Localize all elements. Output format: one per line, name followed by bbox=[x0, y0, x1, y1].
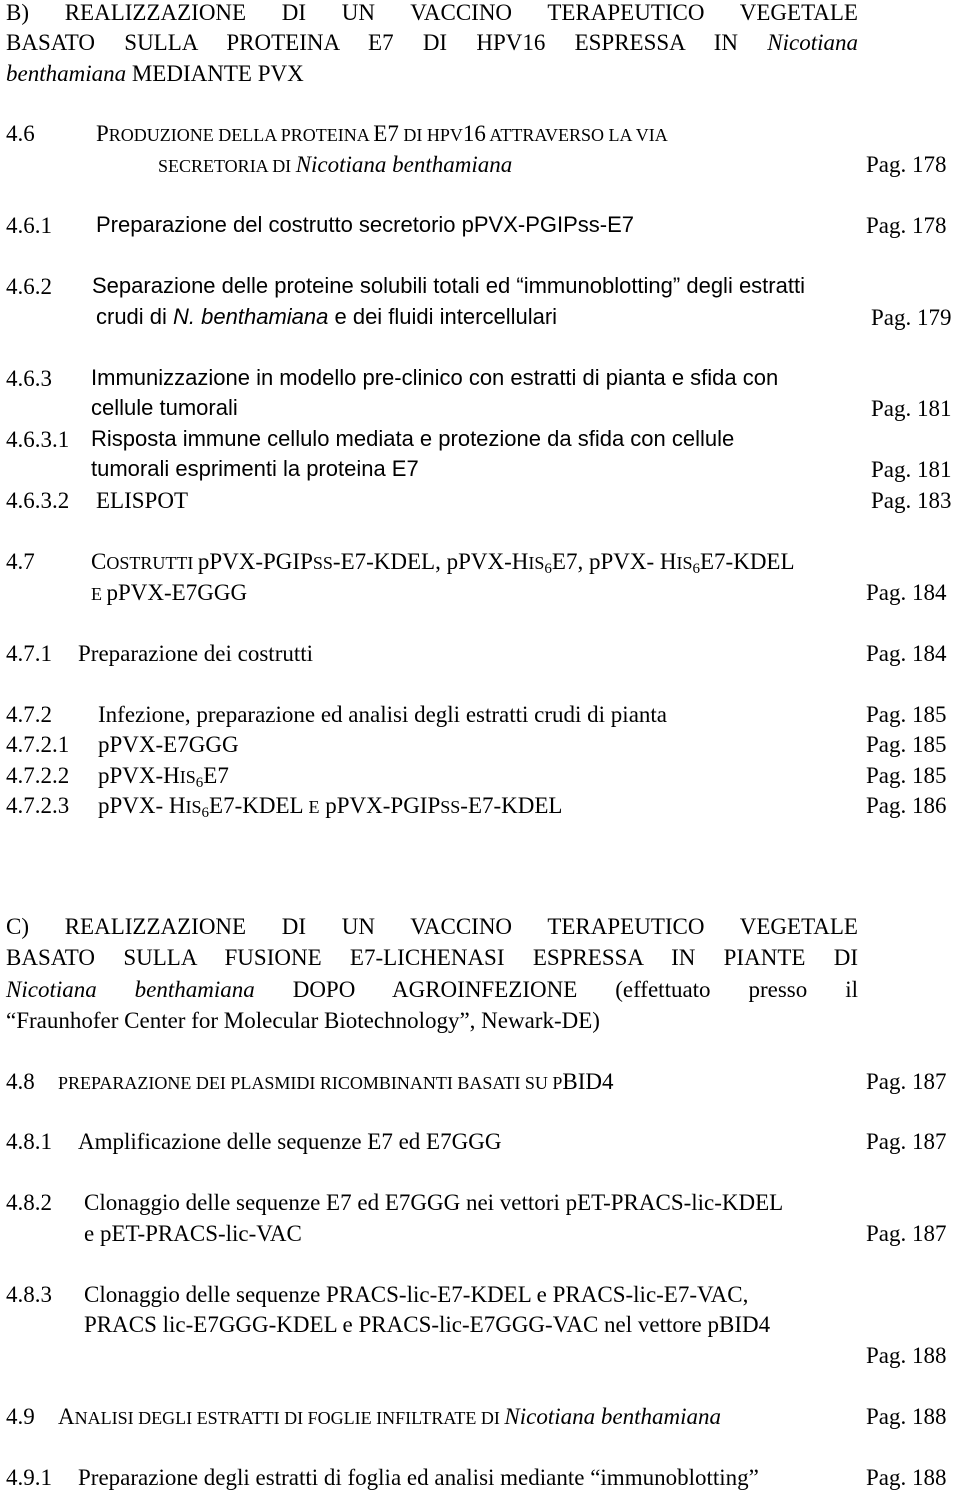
section-b-heading-line-2: BASATO SULLA PROTEINA E7 DI HPV16 ESPRESSA IN Nicotiana bbox=[6, 30, 858, 55]
toc-number-4-8-3: 4.8.3 bbox=[6, 1282, 52, 1307]
toc-number-4-6-3-1: 4.6.3.1 bbox=[6, 427, 70, 452]
toc-title-4-6-3-1-cont: tumorali esprimenti la proteina E7 bbox=[91, 456, 419, 481]
toc-title-4-6-1: Preparazione del costrutto secretorio pPVX-PGIPss-E7 bbox=[96, 212, 635, 237]
toc-number-4-6-2: 4.6.2 bbox=[6, 274, 52, 299]
toc-number-4-9: 4.9 bbox=[6, 1404, 35, 1429]
toc-title-4-9-1: Preparazione degli estratti di foglia ed analisi mediante “immunoblotting” bbox=[78, 1465, 759, 1490]
toc-page-4-7-2: Pag. 185 bbox=[866, 702, 947, 727]
toc-number-4-7-2-1: 4.7.2.1 bbox=[6, 732, 70, 757]
toc-title-4-6-2-cont: crudi di N. benthamiana e dei fluidi intercellulari bbox=[96, 304, 558, 329]
toc-page-4-6-3: Pag. 181 bbox=[871, 396, 952, 421]
toc-title-4-6: PRODUZIONE DELLA PROTEINA E7 DI HPV16 ATTRAVERSO LA VIA bbox=[96, 121, 668, 146]
toc-number-4-7: 4.7 bbox=[6, 549, 35, 574]
toc-page-4-7-2-3: Pag. 186 bbox=[866, 793, 947, 818]
toc-title-4-7: COSTRUTTI pPVX-PGIPSS-E7-KDEL, pPVX-$HIS_6E7$, pPVX- $HIS_6E7$-KDEL bbox=[91, 549, 795, 577]
toc-number-4-7-1: 4.7.1 bbox=[6, 641, 52, 666]
toc-number-4-8: 4.8 bbox=[6, 1069, 35, 1094]
toc-title-4-8-3: Clonaggio delle sequenze PRACS-lic-E7-KDEL e PRACS-lic-E7-VAC, bbox=[84, 1282, 749, 1307]
toc-page-4-8-3: Pag. 188 bbox=[866, 1343, 947, 1368]
toc-title-4-8-1: Amplificazione delle sequenze E7 ed E7GGG bbox=[78, 1129, 502, 1154]
toc-title-4-8-3-cont: PRACS lic-E7GGG-KDEL e PRACS-lic-E7GGG-VAC nel vettore pBID4 bbox=[84, 1312, 771, 1337]
toc-number-4-6: 4.6 bbox=[6, 121, 35, 146]
toc-number-4-6-3: 4.6.3 bbox=[6, 366, 52, 391]
toc-number-4-6-1: 4.6.1 bbox=[6, 213, 52, 238]
toc-page-4-8: Pag. 187 bbox=[866, 1069, 947, 1094]
toc-page-4-6-3-1: Pag. 181 bbox=[871, 457, 952, 482]
toc-page-4-6-2: Pag. 179 bbox=[871, 305, 952, 330]
section-c-heading-line-4: “Fraunhofer Center for Molecular Biotechnology”, Newark-DE) bbox=[6, 1008, 600, 1033]
toc-number-4-7-2-2: 4.7.2.2 bbox=[6, 763, 70, 788]
toc-page-4-6-1: Pag. 178 bbox=[866, 213, 947, 238]
toc-title-4-6-cont: SECRETORIA DI Nicotiana benthamiana bbox=[158, 152, 513, 177]
toc-title-4-7-cont: E pPVX-E7GGG bbox=[91, 580, 248, 605]
toc-title-4-7-1: Preparazione dei costrutti bbox=[78, 641, 314, 666]
toc-page-4-8-2: Pag. 187 bbox=[866, 1221, 947, 1246]
toc-page-4-7: Pag. 184 bbox=[866, 580, 947, 605]
section-b-heading-line-3: benthamiana MEDIANTE PVX bbox=[6, 61, 304, 86]
section-c-heading-line-1: C) REALIZZAZIONE DI UN VACCINO TERAPEUTICO VEGETALE bbox=[6, 914, 858, 939]
toc-number-4-9-1: 4.9.1 bbox=[6, 1465, 52, 1490]
toc-page-4-9: Pag. 188 bbox=[866, 1404, 947, 1429]
toc-page-4-7-1: Pag. 184 bbox=[866, 641, 947, 666]
toc-page-4-8-1: Pag. 187 bbox=[866, 1129, 947, 1154]
toc-title-4-7-2-2: pPVX-$HIS_6E7$ bbox=[98, 763, 229, 791]
toc-page-4-7-2-1: Pag. 185 bbox=[866, 732, 947, 757]
toc-number-4-7-2-3: 4.7.2.3 bbox=[6, 793, 70, 818]
toc-page-4-6: Pag. 178 bbox=[866, 152, 947, 177]
toc-number-4-6-3-2: 4.6.3.2 bbox=[6, 488, 70, 513]
toc-title-4-7-2-1: pPVX-E7GGG bbox=[98, 732, 239, 757]
toc-page-4-6-3-2: Pag. 183 bbox=[871, 488, 952, 513]
toc-title-4-8: PREPARAZIONE DEI PLASMIDI RICOMBINANTI BASATI SU PBID4 bbox=[58, 1069, 614, 1094]
toc-title-4-8-2-cont: e pET-PRACS-lic-VAC bbox=[84, 1221, 302, 1246]
toc-title-4-8-2: Clonaggio delle sequenze E7 ed E7GGG nei vettori pET-PRACS-lic-KDEL bbox=[84, 1190, 784, 1215]
section-c-heading-line-3: Nicotiana benthamiana DOPO AGROINFEZIONE (effettuato presso il bbox=[6, 977, 858, 1002]
toc-page-4-9-1: Pag. 188 bbox=[866, 1465, 947, 1490]
toc-number-4-8-1: 4.8.1 bbox=[6, 1129, 52, 1154]
toc-title-4-6-3-1: Risposta immune cellulo mediata e protezione da sfida con cellule bbox=[91, 426, 735, 451]
section-b-heading-line-1: B) REALIZZAZIONE DI UN VACCINO TERAPEUTICO VEGETALE bbox=[6, 0, 858, 25]
toc-number-4-8-2: 4.8.2 bbox=[6, 1190, 52, 1215]
toc-page-4-7-2-2: Pag. 185 bbox=[866, 763, 947, 788]
toc-title-4-9: ANALISI DEGLI ESTRATTI DI FOGLIE INFILTRATE DI Nicotiana benthamiana bbox=[58, 1404, 721, 1429]
toc-title-4-6-3-cont: cellule tumorali bbox=[91, 395, 238, 420]
section-c-heading-line-2: BASATO SULLA FUSIONE E7-LICHENASI ESPRESSA IN PIANTE DI bbox=[6, 945, 858, 970]
toc-title-4-6-3: Immunizzazione in modello pre-clinico con estratti di pianta e sfida con bbox=[91, 365, 779, 390]
toc-number-4-7-2: 4.7.2 bbox=[6, 702, 52, 727]
toc-title-4-6-2: Separazione delle proteine solubili totali ed “immunoblotting” degli estratti bbox=[92, 273, 805, 298]
toc-title-4-7-2: Infezione, preparazione ed analisi degli estratti crudi di pianta bbox=[98, 702, 668, 727]
toc-title-4-7-2-3: pPVX- $HIS_6E7$-KDEL E pPVX-PGIPSS-E7-KDEL bbox=[98, 793, 563, 821]
toc-title-4-6-3-2: ELISPOT bbox=[96, 488, 188, 513]
